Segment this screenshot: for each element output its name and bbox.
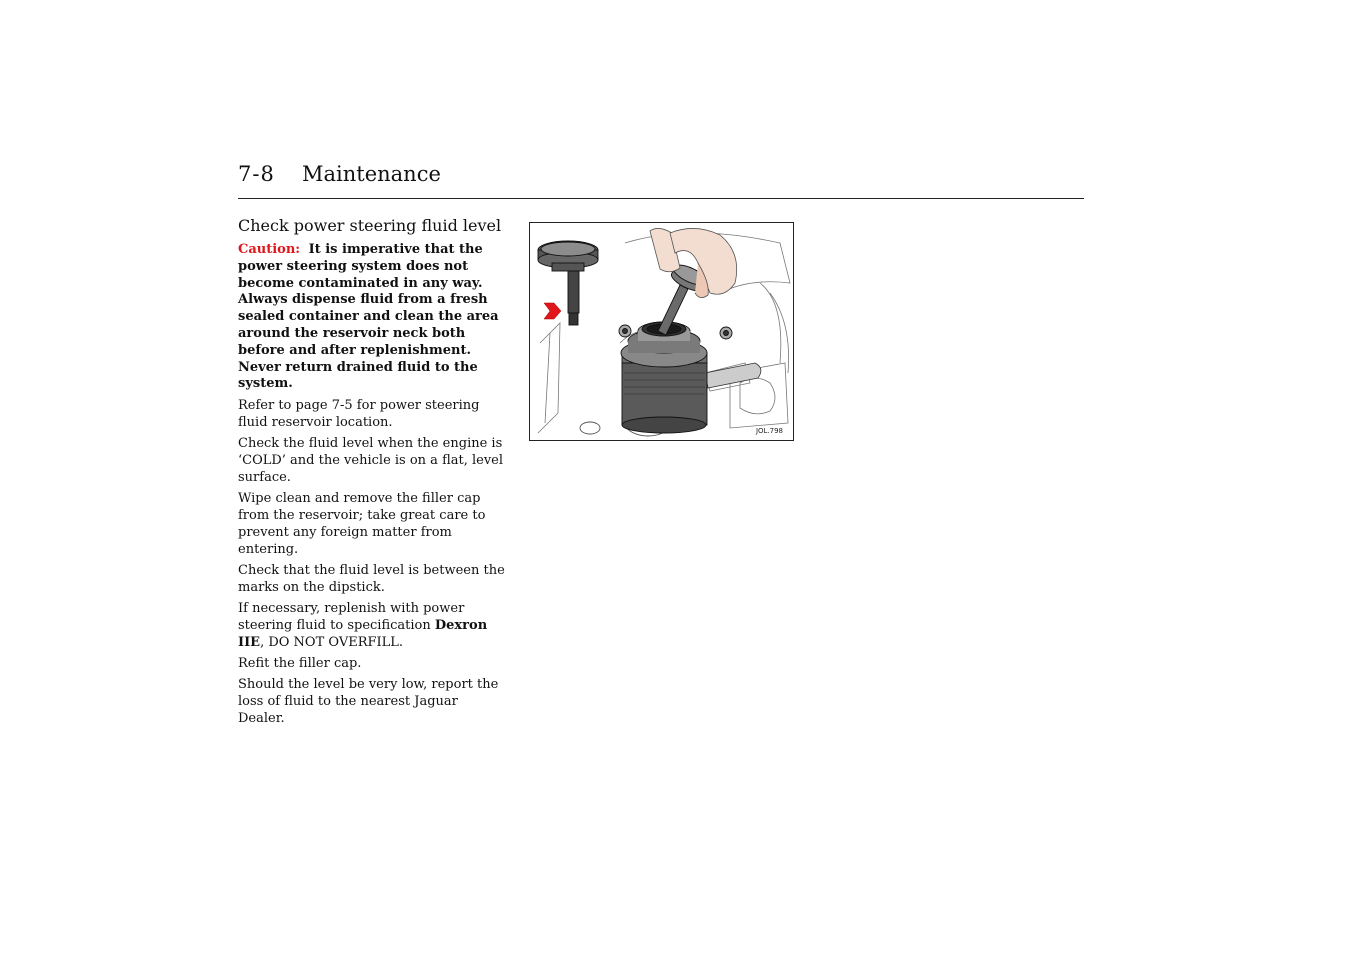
dipstick-marker-arrow: [544, 303, 561, 319]
paragraph-engine-cold: Check the fluid level when the engine is ‘COLD’ and the vehicle is on a flat, level surface.: [238, 436, 504, 486]
paragraph-reservoir-location: Refer to page 7-5 for power steering fluid reservoir location.: [238, 398, 480, 431]
fluid-spec: Dexron IIE: [238, 618, 488, 651]
caution-label: Caution:: [238, 242, 301, 257]
paragraph-replenish: [238, 600, 508, 651]
paragraph-refit-cap: Refit the filler cap.: [238, 656, 362, 672]
paragraph-dipstick-marks: Check that the fluid level is between the marks on the dipstick.: [238, 563, 505, 596]
reservoir-drawing: [530, 223, 793, 440]
section-title: Check power steering fluid level: [238, 216, 502, 235]
page-title: Maintenance: [302, 162, 441, 186]
page-number: 7-8: [238, 162, 275, 186]
text-column: [238, 216, 508, 731]
page-header: [238, 158, 1084, 199]
replenish-text-after: , DO NOT OVERFILL.: [260, 635, 404, 651]
paragraph-low-level: Should the level be very low, report the loss of fluid to the nearest Jaguar Dealer.: [238, 677, 499, 727]
reservoir-illustration: [529, 222, 794, 441]
paragraph-remove-cap: Wipe clean and remove the filler cap from the reservoir; take great care to prevent any foreign matter from entering.: [238, 491, 486, 558]
caution-block: [238, 242, 508, 393]
replenish-text-before: If necessary, replenish with power steering fluid to specification: [238, 601, 465, 634]
caution-text: It is imperative that the power steering system does not become contaminated in any way. Always dispense fluid from a fresh sealed container and clean the area around the reservoir neck both before and after replenishment. Never return drained fluid to the system.: [238, 242, 499, 392]
figure-reference-code: JOL.798: [755, 427, 783, 435]
